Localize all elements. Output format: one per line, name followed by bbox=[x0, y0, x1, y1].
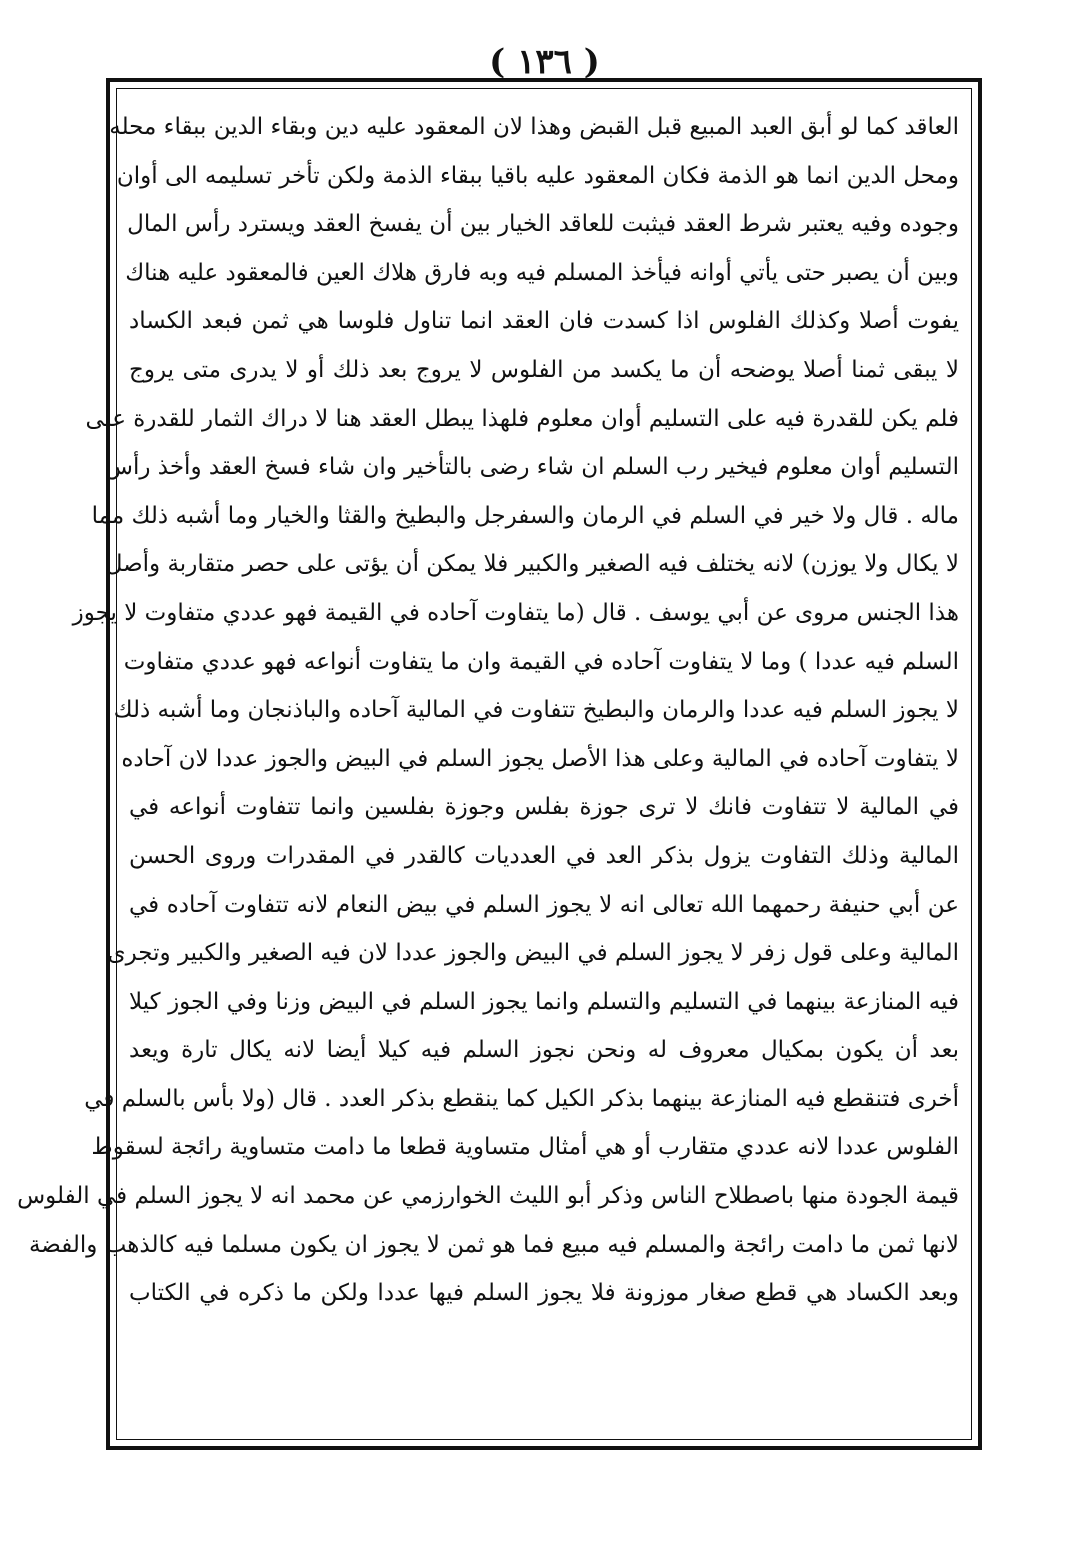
text-line: أخرى فتنقطع فيه المنازعة بينهما بذكر الكيل كما ينقطع بذكر العدد . قال (ولا بأس بالسلم في bbox=[84, 1085, 959, 1112]
text-line: عن أبي حنيفة رحمهما الله تعالى انه لا يجوز السلم في بيض النعام لانه تتفاوت آحاده في bbox=[129, 891, 959, 918]
page-border-outer bbox=[17, 78, 982, 1450]
text-line: التسليم أوان معلوم فيخير رب السلم ان شاء رضى بالتأخير وان شاء فسخ العقد وأخذ رأس bbox=[104, 454, 959, 481]
text-line: المالية وعلى قول زفر لا يجوز السلم في البيض والجوز عددا لان فيه الصغير والكبير وتجرى bbox=[107, 940, 959, 967]
body-text bbox=[17, 103, 959, 1415]
text-line: قيمة الجودة منها باصطلاح الناس وذكر أبو الليث الخوارزمي عن محمد انه لا يجوز السلم في الفلوس bbox=[17, 1183, 959, 1210]
text-line: فلم يكن للقدرة فيه على التسليم أوان معلوم فلهذا يبطل العقد هنا لا دراك الثمار للقدرة على bbox=[85, 405, 959, 432]
text-line: بعد أن يكون بمكيال معروف له ونحن نجوز السلم فيه كيلا أيضا لانه يكال تارة ويعد bbox=[129, 1037, 959, 1064]
text-line bbox=[129, 1366, 959, 1415]
text-line: فيه المنازعة بينهما في التسليم والتسلم وانما يجوز السلم في البيض وزنا وفي الجوز كيلا bbox=[129, 988, 959, 1015]
text-line: هذا الجنس مروى عن أبي يوسف . قال (ما يتفاوت آحاده في القيمة فهو عددي متفاوت لا يجوز bbox=[72, 599, 959, 626]
text-line bbox=[129, 1318, 959, 1367]
text-line: لا يبقى ثمنا أصلا يوضحه أن ما يكسد من الفلوس لا يروج بعد ذلك أو لا يدرى متى يروج bbox=[129, 356, 959, 383]
text-line: ماله . قال ولا خير في السلم في الرمان والسفرجل والبطيخ والقثا والخيار وما أشبه ذلك مما bbox=[91, 502, 959, 529]
text-line: لا يتفاوت آحاده في المالية وعلى هذا الأصل يجوز السلم في البيض والجوز عددا لان آحاده bbox=[121, 745, 959, 772]
text-line: لا يجوز السلم فيه عددا والرمان والبطيخ تتفاوت في المالية آحاده والباذنجان وما أشبه ذلك bbox=[113, 697, 959, 724]
text-line: في المالية لا تتفاوت فانك لا ترى جوزة بفلس وجوزة بفلسين وانما تتفاوت أنواعه في bbox=[129, 794, 959, 821]
page-border-inner bbox=[17, 88, 972, 1440]
text-line: ومحل الدين انما هو الذمة فكان المعقود عليه باقيا ببقاء الذمة ولكن تأخر تسليمه الى أوان bbox=[116, 162, 959, 189]
text-line: وبين أن يصبر حتى يأتي أوانه فيأخذ المسلم فيه وبه فارق هلاك العين فالمعقود عليه هناك bbox=[125, 259, 959, 286]
text-line: المالية وذلك التفاوت يزول بذكر العد في العدديات كالقدر في المقدرات وروى الحسن bbox=[129, 842, 959, 869]
page-number: ( ١٣٦ ) bbox=[489, 42, 600, 82]
text-line: لا يكال ولا يوزن) لانه يختلف فيه الصغير والكبير فلا يمكن أن يؤتى على حصر متقاربة وأصل bbox=[105, 551, 959, 578]
text-line: وجوده وفيه يعتبر شرط العقد فيثبت للعاقد الخيار بين أن يفسخ العقد ويسترد رأس المال bbox=[127, 211, 959, 238]
text-line: السلم فيه عددا ) وما لا يتفاوت آحاده في القيمة وان ما يتفاوت أنواعه فهو عددي متفاوت bbox=[123, 648, 959, 675]
text-line: العاقد كما لو أبق العبد المبيع قبل القبض وهذا لان المعقود عليه دين وبقاء الدين ببقاء محله bbox=[109, 114, 959, 140]
text-line: الفلوس عددا لانه عددي متقارب أو هي أمثال متساوية قطعا ما دامت متساوية رائجة لسقوط bbox=[91, 1134, 959, 1161]
text-line: يفوت أصلا وكذلك الفلوس اذا كسدت فان العقد انما تناول فلوسا هي ثمن فبعد الكساد bbox=[129, 308, 959, 335]
text-line: وبعد الكساد هي قطع صغار موزونة فلا يجوز السلم فيها عددا ولكن ما ذكره في الكتاب bbox=[129, 1280, 959, 1307]
text-line: لانها ثمن ما دامت رائجة والمسلم فيه مبيع فما هو ثمن لا يجوز ان يكون مسلما فيه كالذهب والفضة bbox=[28, 1231, 959, 1258]
